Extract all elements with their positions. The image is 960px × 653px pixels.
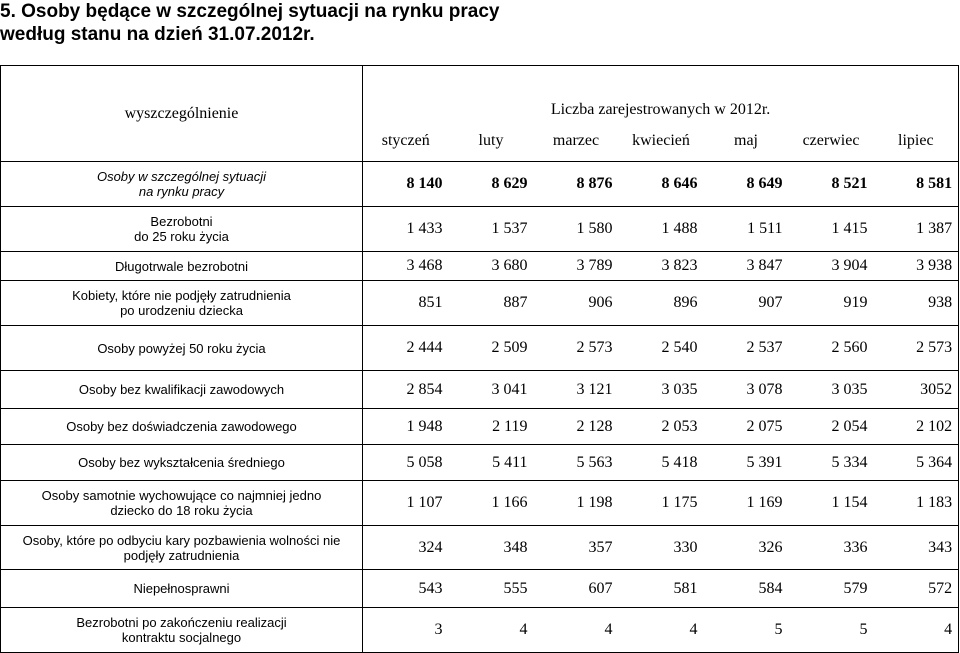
- table-row: [1, 326, 959, 371]
- value-cell: 2 854: [363, 371, 449, 409]
- title-line-2: według stanu na dzień 31.07.2012r.: [0, 24, 315, 45]
- value-cell: 3 035: [789, 371, 874, 409]
- value-cell: 2 128: [534, 409, 619, 445]
- table-row: [1, 162, 959, 207]
- row-label-line: Bezrobotni po zakończeniu realizacji: [76, 615, 287, 630]
- value-cell: 2 102: [874, 409, 959, 445]
- value-cell: 851: [363, 281, 449, 326]
- table-row: [1, 281, 959, 326]
- value-cell: 324: [363, 526, 449, 570]
- month-header: luty: [449, 121, 534, 162]
- row-label: [1, 207, 363, 252]
- row-label-line: Długotrwale bezrobotni: [115, 258, 248, 274]
- value-cell: 5: [704, 608, 789, 653]
- table-row: [1, 445, 959, 481]
- value-cell: 906: [534, 281, 619, 326]
- row-label: [1, 252, 363, 281]
- value-cell: 887: [449, 281, 534, 326]
- value-cell: 579: [789, 570, 874, 608]
- value-cell: 1 511: [704, 207, 789, 252]
- value-cell: 3 789: [534, 252, 619, 281]
- value-cell: 5 334: [789, 445, 874, 481]
- value-cell: 2 075: [704, 409, 789, 445]
- value-cell: 3 938: [874, 252, 959, 281]
- row-label-line: podjęły zatrudnienia: [123, 547, 240, 563]
- value-cell: 2 573: [874, 326, 959, 371]
- value-cell: 896: [619, 281, 704, 326]
- value-cell: 1 198: [534, 481, 619, 526]
- value-cell: 5 058: [363, 445, 449, 481]
- value-cell: 8 629: [449, 162, 534, 207]
- row-label: [1, 371, 363, 409]
- value-cell: 1 488: [619, 207, 704, 252]
- month-header: styczeń: [363, 121, 449, 162]
- value-cell: 357: [534, 526, 619, 570]
- row-label-line: po urodzeniu dziecka: [120, 303, 243, 318]
- row-label: [1, 409, 363, 445]
- title-line-1: 5. Osoby będące w szczególnej sytuacji na rynku pracy: [0, 1, 500, 22]
- value-cell: 4: [874, 608, 959, 653]
- value-cell: 2 560: [789, 326, 874, 371]
- value-cell: 5 563: [534, 445, 619, 481]
- table-row: [1, 371, 959, 409]
- value-cell: 607: [534, 570, 619, 608]
- value-cell: 1 175: [619, 481, 704, 526]
- value-cell: 3 680: [449, 252, 534, 281]
- value-cell: 919: [789, 281, 874, 326]
- value-cell: 2 509: [449, 326, 534, 371]
- value-cell: 938: [874, 281, 959, 326]
- value-cell: 1 107: [363, 481, 449, 526]
- page-title: [0, 0, 700, 46]
- value-cell: 1 183: [874, 481, 959, 526]
- row-label-line: Osoby bez kwalifikacji zawodowych: [78, 382, 285, 397]
- value-cell: 8 876: [534, 162, 619, 207]
- value-cell: 8 140: [363, 162, 449, 207]
- value-cell: 343: [874, 526, 959, 570]
- row-label-line: Niepełnosprawni: [133, 581, 230, 596]
- corner-header: wyszczególnienie: [1, 66, 363, 162]
- value-cell: 330: [619, 526, 704, 570]
- value-cell: 8 649: [704, 162, 789, 207]
- row-label-line: Osoby, które po odbyciu kary pozbawienia wolności nie: [22, 532, 341, 548]
- value-cell: 5 411: [449, 445, 534, 481]
- row-label: [1, 326, 363, 371]
- data-table: [0, 65, 959, 653]
- value-cell: 1 948: [363, 409, 449, 445]
- value-cell: 3 823: [619, 252, 704, 281]
- row-label-line: kontraktu socjalnego: [121, 630, 242, 645]
- value-cell: 907: [704, 281, 789, 326]
- row-label-line: na rynku pracy: [138, 184, 225, 199]
- value-cell: 5: [789, 608, 874, 653]
- table-row: [1, 481, 959, 526]
- value-cell: 2 444: [363, 326, 449, 371]
- value-cell: 2 119: [449, 409, 534, 445]
- row-label-line: Osoby powyżej 50 roku życia: [97, 340, 266, 356]
- value-cell: 3 847: [704, 252, 789, 281]
- value-cell: 336: [789, 526, 874, 570]
- value-cell: 5 391: [704, 445, 789, 481]
- value-cell: 1 580: [534, 207, 619, 252]
- month-header: kwiecień: [619, 121, 704, 162]
- value-cell: 3 035: [619, 371, 704, 409]
- value-cell: 8 521: [789, 162, 874, 207]
- row-label-line: Osoby bez doświadczenia zawodowego: [66, 419, 297, 434]
- value-cell: 3 078: [704, 371, 789, 409]
- value-cell: 2 537: [704, 326, 789, 371]
- value-cell: 1 537: [449, 207, 534, 252]
- value-cell: 555: [449, 570, 534, 608]
- value-cell: 2 053: [619, 409, 704, 445]
- value-cell: 3 904: [789, 252, 874, 281]
- row-label: [1, 570, 363, 608]
- value-cell: 543: [363, 570, 449, 608]
- table-row: [1, 570, 959, 608]
- row-label: [1, 526, 363, 570]
- value-cell: 1 387: [874, 207, 959, 252]
- row-label-line: do 25 roku życia: [134, 229, 229, 244]
- value-cell: 3: [363, 608, 449, 653]
- value-cell: 2 054: [789, 409, 874, 445]
- value-cell: 1 433: [363, 207, 449, 252]
- value-cell: 5 418: [619, 445, 704, 481]
- value-cell: 584: [704, 570, 789, 608]
- value-cell: 1 154: [789, 481, 874, 526]
- row-label-line: Osoby bez wykształcenia średniego: [78, 455, 285, 470]
- row-label-line: Osoby w szczególnej sytuacji: [96, 169, 267, 184]
- value-cell: 8 581: [874, 162, 959, 207]
- value-cell: 3 468: [363, 252, 449, 281]
- value-cell: 348: [449, 526, 534, 570]
- row-label-line: Kobiety, które nie podjęły zatrudnienia: [72, 288, 291, 303]
- value-cell: 3 121: [534, 371, 619, 409]
- row-label-line: Osoby samotnie wychowujące co najmniej jedno: [41, 488, 322, 503]
- value-cell: 1 166: [449, 481, 534, 526]
- month-header: lipiec: [874, 121, 959, 162]
- month-header: maj: [704, 121, 789, 162]
- row-label: [1, 281, 363, 326]
- value-cell: 1 415: [789, 207, 874, 252]
- value-cell: 3052: [874, 371, 959, 409]
- row-label: [1, 445, 363, 481]
- value-cell: 4: [619, 608, 704, 653]
- month-header: czerwiec: [789, 121, 874, 162]
- value-cell: 581: [619, 570, 704, 608]
- value-cell: 2 573: [534, 326, 619, 371]
- row-label: [1, 608, 363, 653]
- value-cell: 4: [534, 608, 619, 653]
- table-row: [1, 409, 959, 445]
- value-cell: 2 540: [619, 326, 704, 371]
- row-label: [1, 162, 363, 207]
- value-cell: 572: [874, 570, 959, 608]
- row-label-line: Bezrobotni: [150, 214, 213, 229]
- value-cell: 326: [704, 526, 789, 570]
- value-cell: 4: [449, 608, 534, 653]
- value-cell: 1 169: [704, 481, 789, 526]
- value-cell: 8 646: [619, 162, 704, 207]
- table-row: [1, 252, 959, 281]
- row-label-line: dziecko do 18 roku życia: [110, 503, 253, 518]
- table-row: [1, 207, 959, 252]
- table-row: [1, 608, 959, 653]
- value-cell: 5 364: [874, 445, 959, 481]
- row-label: [1, 481, 363, 526]
- table-row: [1, 526, 959, 570]
- value-cell: 3 041: [449, 371, 534, 409]
- group-header: Liczba zarejestrowanych w 2012r.: [363, 66, 959, 121]
- month-header: marzec: [534, 121, 619, 162]
